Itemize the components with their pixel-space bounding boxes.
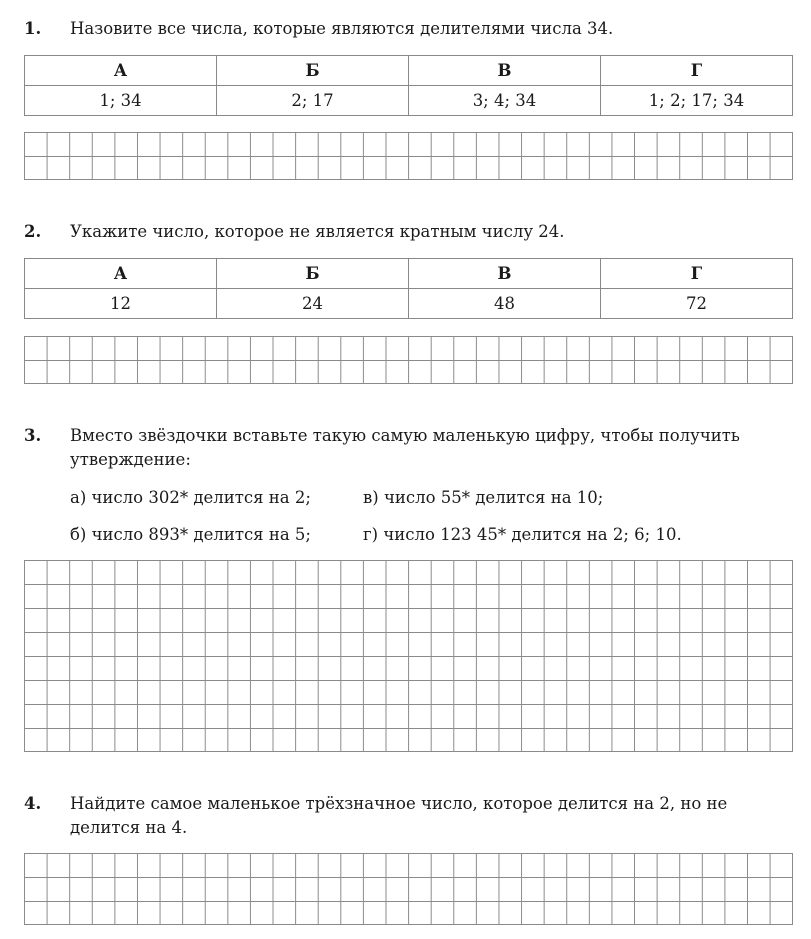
option-value: 72 bbox=[601, 289, 793, 319]
option-letter: А bbox=[25, 56, 217, 86]
answer-grid[interactable] bbox=[24, 336, 793, 384]
question-text: Назовите все числа, которые являются делителями числа 34. bbox=[70, 19, 614, 38]
option-value: 2; 17 bbox=[217, 86, 409, 116]
question-text: Найдите самое маленькое трёхзначное число, которое делится на 2, но не делится на 4. bbox=[70, 794, 728, 837]
option-value: 48 bbox=[409, 289, 601, 319]
answer-grid[interactable] bbox=[24, 132, 793, 180]
subitem-g: г) число 123 45* делится на 2; 6; 10. bbox=[363, 525, 682, 544]
answer-grid[interactable] bbox=[24, 853, 793, 925]
option-value: 24 bbox=[217, 289, 409, 319]
option-letter: Г bbox=[601, 259, 793, 289]
answer-grid[interactable] bbox=[24, 560, 793, 752]
option-value: 1; 34 bbox=[25, 86, 217, 116]
answer-options-table bbox=[24, 55, 793, 116]
option-value: 12 bbox=[25, 289, 217, 319]
option-letter: Г bbox=[601, 56, 793, 86]
question-number: 2. bbox=[24, 222, 42, 241]
option-letter: Б bbox=[217, 56, 409, 86]
question-text: Укажите число, которое не является кратным числу 24. bbox=[70, 222, 565, 241]
question-number: 3. bbox=[24, 426, 42, 445]
subitem-a: а) число 302* делится на 2; bbox=[70, 488, 311, 507]
answer-options-table bbox=[24, 258, 793, 319]
question-number: 1. bbox=[24, 19, 42, 38]
option-letter: В bbox=[409, 56, 601, 86]
option-letter: Б bbox=[217, 259, 409, 289]
question-text: Вместо звёздочки вставьте такую самую маленькую цифру, чтобы получить утверждение: bbox=[70, 426, 740, 469]
option-letter: В bbox=[409, 259, 601, 289]
option-value: 1; 2; 17; 34 bbox=[601, 86, 793, 116]
question-number: 4. bbox=[24, 794, 42, 813]
option-letter: А bbox=[25, 259, 217, 289]
option-value: 3; 4; 34 bbox=[409, 86, 601, 116]
subitem-v: в) число 55* делится на 10; bbox=[363, 488, 604, 507]
subitem-b: б) число 893* делится на 5; bbox=[70, 525, 311, 544]
